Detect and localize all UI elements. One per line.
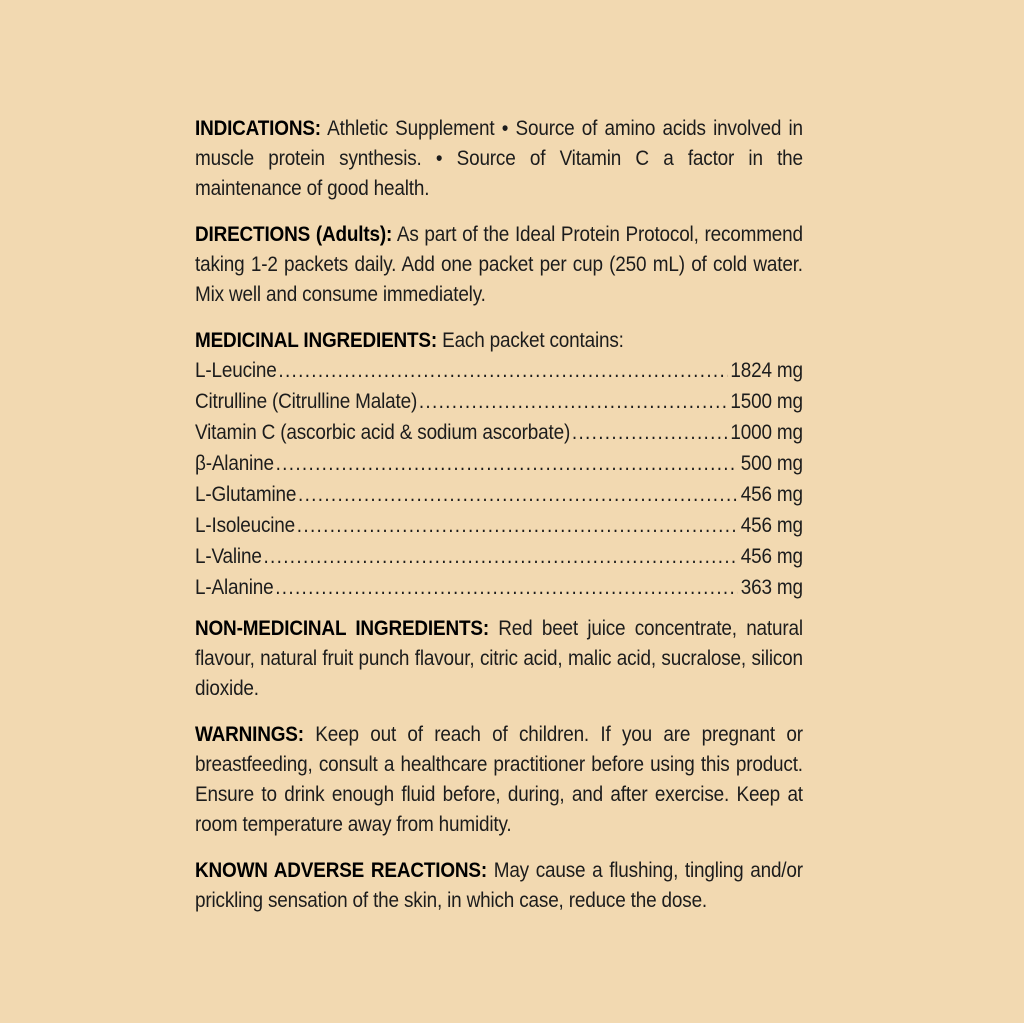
non-medicinal-paragraph: [195, 613, 803, 703]
medicinal-ingredients-heading: MEDICINAL INGREDIENTS:: [195, 328, 438, 352]
non-medicinal-body: Red beet juice concentrate, natural flavour, natural fruit punch flavour, citric acid, malic acid, sucralose, silicon dioxide.: [195, 616, 803, 700]
dot-leader: [295, 510, 738, 541]
directions-paragraph: [195, 219, 803, 309]
dot-leader: [277, 355, 728, 386]
ingredient-table: [195, 355, 803, 603]
ingredient-amount: 1000 mg: [730, 420, 803, 444]
ingredient-name: L-Isoleucine: [195, 513, 296, 537]
medicinal-ingredients-subheading: Each packet contains:: [442, 328, 624, 352]
ingredient-row: [195, 386, 803, 417]
ingredient-row: [195, 572, 803, 603]
ingredient-name: Citrulline (Citrulline Malate): [195, 389, 418, 413]
directions-body: As part of the Ideal Protein Protocol, recommend taking 1-2 packets daily. Add one packet per cup (250 mL) of cold water. Mix well and consume immediately.: [195, 222, 803, 306]
indications-heading: INDICATIONS:: [195, 116, 321, 140]
ingredient-row: [195, 417, 803, 448]
ingredient-name: L-Glutamine: [195, 482, 297, 506]
supplement-label-panel: [195, 113, 803, 931]
ingredient-row: [195, 479, 803, 510]
indications-paragraph: [195, 113, 803, 203]
dot-leader: [417, 386, 728, 417]
indications-body: Athletic Supplement • Source of amino acids involved in muscle protein synthesis. • Source of Vitamin C a factor in the maintenance of good health.: [195, 116, 803, 200]
ingredient-name: L-Leucine: [195, 358, 277, 382]
ingredient-amount: 456 mg: [740, 513, 803, 537]
ingredient-name: Vitamin C (ascorbic acid & sodium ascorbate): [195, 420, 571, 444]
ingredient-amount: 500 mg: [740, 451, 803, 475]
ingredient-amount: 456 mg: [740, 482, 803, 506]
warnings-paragraph: [195, 719, 803, 839]
adverse-reactions-body: May cause a flushing, tingling and/or prickling sensation of the skin, in which case, reduce the dose.: [195, 858, 803, 912]
ingredient-amount: 1500 mg: [730, 389, 803, 413]
ingredient-amount: 456 mg: [740, 544, 803, 568]
dot-leader: [262, 541, 738, 572]
medicinal-ingredients-heading-line: [195, 325, 803, 355]
adverse-reactions-paragraph: [195, 855, 803, 915]
adverse-reactions-heading: KNOWN ADVERSE REACTIONS:: [195, 858, 487, 882]
dot-leader: [273, 572, 738, 603]
ingredient-row: [195, 510, 803, 541]
ingredient-amount: 1824 mg: [730, 358, 803, 382]
directions-heading: DIRECTIONS (Adults):: [195, 222, 393, 246]
ingredient-name: β-Alanine: [195, 451, 274, 475]
dot-leader: [570, 417, 728, 448]
non-medicinal-heading: NON-MEDICINAL INGREDIENTS:: [195, 616, 489, 640]
ingredient-name: L-Alanine: [195, 575, 274, 599]
ingredient-row: [195, 448, 803, 479]
warnings-body: Keep out of reach of children. If you are pregnant or breastfeeding, consult a healthcare practitioner before using this product. Ensure to drink enough fluid before, during, and after exercise. Keep at room temperature away from humidity.: [195, 722, 803, 836]
warnings-heading: WARNINGS:: [195, 722, 304, 746]
ingredient-row: [195, 541, 803, 572]
dot-leader: [296, 479, 738, 510]
ingredient-amount: 363 mg: [740, 575, 803, 599]
dot-leader: [274, 448, 738, 479]
ingredient-row: [195, 355, 803, 386]
ingredient-name: L-Valine: [195, 544, 262, 568]
